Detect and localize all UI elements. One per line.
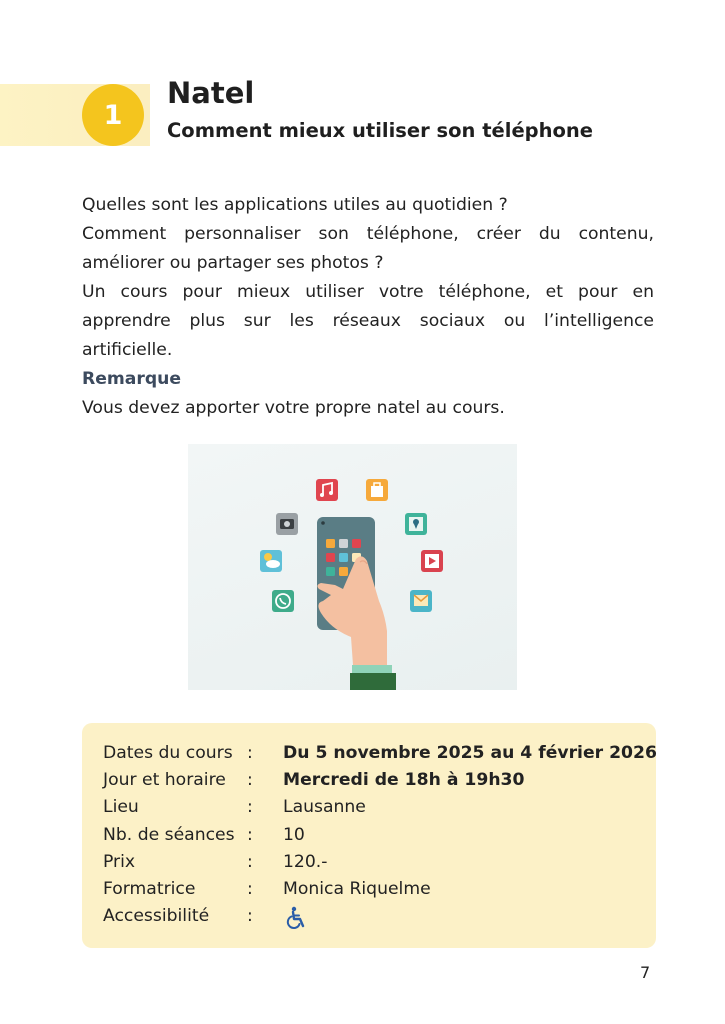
detail-value: Du 5 novembre 2025 au 4 février 2026 [283, 743, 657, 763]
section-number-badge [82, 84, 144, 146]
detail-label: Dates du cours [103, 743, 233, 763]
detail-label: Lieu [103, 797, 139, 817]
detail-value: 10 [283, 825, 305, 845]
detail-value: 120.- [283, 852, 328, 872]
page-title: Natel [167, 76, 255, 110]
phone-call-icon [272, 590, 294, 612]
detail-separator: : [247, 852, 253, 872]
intro-line: Quelles sont les applications utiles au quotidien ? [82, 195, 508, 215]
intro-text [82, 191, 654, 423]
detail-separator: : [247, 906, 253, 926]
course-details-box [82, 723, 656, 948]
detail-label: Formatrice [103, 879, 196, 899]
detail-label: Jour et horaire [103, 770, 226, 790]
detail-value: Mercredi de 18h à 19h30 [283, 770, 525, 790]
video-icon [421, 550, 443, 572]
intro-line: Comment personnaliser son téléphone, créer du contenu, améliorer ou partager ses photos ? [82, 224, 654, 273]
illustration-svg [188, 444, 517, 690]
intro-line: Un cours pour mieux utiliser votre téléphone, et pour en apprendre plus sur les réseaux sociaux ou l’intelligence artificielle. [82, 282, 654, 360]
detail-separator: : [247, 770, 253, 790]
detail-separator: : [247, 825, 253, 845]
map-icon [405, 513, 427, 535]
detail-label: Accessibilité [103, 906, 210, 926]
detail-label: Nb. de séances [103, 825, 235, 845]
page-number: 7 [640, 963, 651, 982]
shopping-bag-icon [366, 479, 388, 501]
detail-separator: : [247, 743, 253, 763]
weather-icon [260, 550, 282, 572]
remark-text: Vous devez apporter votre propre natel au cours. [82, 398, 505, 418]
page-subtitle: Comment mieux utiliser son téléphone [167, 119, 594, 142]
music-icon [316, 479, 338, 501]
detail-value: Lausanne [283, 797, 366, 817]
camera-icon [276, 513, 298, 535]
detail-value: Monica Riquelme [283, 879, 431, 899]
detail-separator: : [247, 797, 253, 817]
remark-heading: Remarque [82, 369, 182, 389]
mail-icon [410, 590, 432, 612]
section-number: 1 [103, 99, 123, 131]
detail-label: Prix [103, 852, 136, 872]
phone-apps-illustration [188, 444, 517, 690]
detail-separator: : [247, 879, 253, 899]
wheelchair-icon [285, 906, 309, 930]
